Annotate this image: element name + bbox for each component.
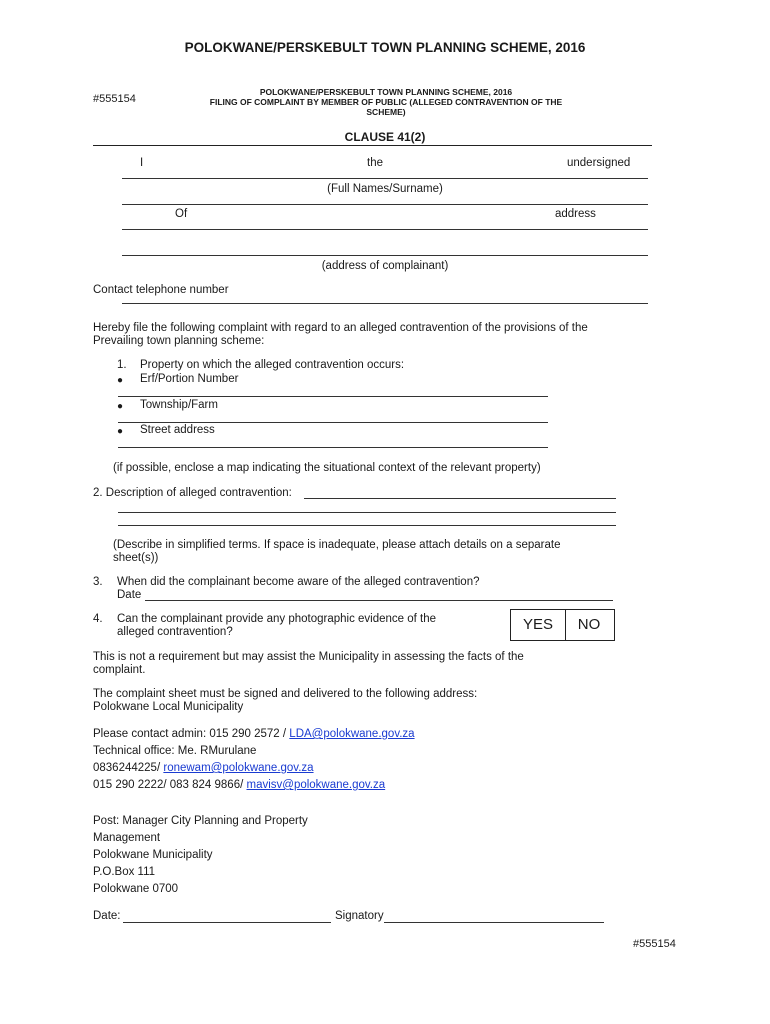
footer-reference: #555154 <box>633 938 676 950</box>
phone-contact-2 <box>93 762 314 774</box>
postal-line-5: Polokwane 0700 <box>93 883 179 895</box>
township-label: Township/Farm <box>140 399 218 411</box>
phone-contact-3 <box>93 779 385 791</box>
address-field-2[interactable] <box>122 255 648 256</box>
address-label: (address of complainant) <box>321 260 449 272</box>
postal-line-2: Management <box>93 832 161 844</box>
question-1-number: 1. <box>117 359 127 371</box>
admin-email-link[interactable]: LDA@polokwane.gov.za <box>289 728 415 740</box>
intro-i: I <box>140 157 144 169</box>
describe-note-line-2: sheet(s)) <box>113 552 159 564</box>
question-4-line-1: Can the complainant provide any photographic evidence of the <box>117 613 437 625</box>
signatory-label: Signatory <box>335 910 384 922</box>
township-field[interactable] <box>118 422 548 423</box>
street-address-field[interactable] <box>118 447 548 448</box>
mavisv-email-link[interactable]: mavisv@polokwane.gov.za <box>246 779 386 791</box>
aware-date-field[interactable] <box>145 600 613 601</box>
date-label: Date <box>117 589 142 601</box>
erf-field[interactable] <box>118 396 548 397</box>
signed-line-1: The complaint sheet must be signed and delivered to the following address: <box>93 688 478 700</box>
footer-date-label: Date: <box>93 910 121 922</box>
subtitle-line-1: POLOKWANE/PERSKEBULT TOWN PLANNING SCHEME, 2016 <box>259 87 513 97</box>
street-address-label: Street address <box>140 424 215 436</box>
footer-date-field[interactable] <box>123 922 331 923</box>
intro-undersigned: undersigned <box>567 157 631 169</box>
no-option[interactable]: NO <box>564 609 615 641</box>
postal-line-3: Polokwane Municipality <box>93 849 213 861</box>
clause-heading: CLAUSE 41(2) <box>344 130 426 144</box>
postal-line-1: Post: Manager City Planning and Property <box>93 815 308 827</box>
address-field-1[interactable] <box>122 229 648 230</box>
question-3-number: 3. <box>93 576 103 588</box>
map-note: (if possible, enclose a map indicating the situational context of the relevant property) <box>113 462 541 474</box>
contact-telephone-label: Contact telephone number <box>93 284 229 296</box>
description-field-3[interactable] <box>118 525 616 526</box>
question-4-line-2: alleged contravention? <box>117 626 233 638</box>
full-names-field-2[interactable] <box>122 204 648 205</box>
admin-contact <box>93 728 415 740</box>
intro-of: Of <box>175 208 188 220</box>
reference-number: #555154 <box>93 93 136 105</box>
phone-3-text: 015 290 2222/ 083 824 9866/ <box>93 779 244 791</box>
question-3-text: When did the complainant become aware of the alleged contravention? <box>117 576 480 588</box>
description-field-1[interactable] <box>304 498 616 499</box>
bullet-icon: ● <box>117 401 124 412</box>
subtitle-line-3: SCHEME) <box>366 107 406 117</box>
clause-divider <box>93 145 652 146</box>
intro-address: address <box>555 208 596 220</box>
admin-contact-text: Please contact admin: 015 290 2572 / <box>93 728 287 740</box>
hereby-line-1: Hereby file the following complaint with regard to an alleged contravention of the provisions of the <box>93 322 588 334</box>
not-required-line-1: This is not a requirement but may assist the Municipality in assessing the facts of the <box>93 651 524 663</box>
signatory-field[interactable] <box>384 922 604 923</box>
contact-telephone-field[interactable] <box>122 303 648 304</box>
page-title: POLOKWANE/PERSKEBULT TOWN PLANNING SCHEME, 2016 <box>184 40 586 55</box>
technical-office: Technical office: Me. RMurulane <box>93 745 257 757</box>
question-4-number: 4. <box>93 613 103 625</box>
question-1-text: Property on which the alleged contravention occurs: <box>140 359 405 371</box>
bullet-icon: ● <box>117 426 124 437</box>
intro-the: the <box>367 157 383 169</box>
not-required-line-2: complaint. <box>93 664 146 676</box>
phone-2-text: 0836244225/ <box>93 762 161 774</box>
bullet-icon: ● <box>117 375 124 386</box>
ronewam-email-link[interactable]: ronewam@polokwane.gov.za <box>163 762 314 774</box>
describe-note-line-1: (Describe in simplified terms. If space is inadequate, please attach details on a separate <box>113 539 561 551</box>
yes-option[interactable]: YES <box>510 609 566 641</box>
subtitle-line-2: FILING OF COMPLAINT BY MEMBER OF PUBLIC (ALLEGED CONTRAVENTION OF THE <box>209 97 563 107</box>
question-2-text: 2. Description of alleged contravention: <box>93 487 292 499</box>
description-field-2[interactable] <box>118 512 616 513</box>
full-names-label: (Full Names/Surname) <box>327 183 443 195</box>
full-names-field[interactable] <box>122 178 648 179</box>
signed-line-2: Polokwane Local Municipality <box>93 701 244 713</box>
postal-line-4: P.O.Box 111 <box>93 866 156 878</box>
hereby-line-2: Prevailing town planning scheme: <box>93 335 265 347</box>
erf-label: Erf/Portion Number <box>140 373 239 385</box>
